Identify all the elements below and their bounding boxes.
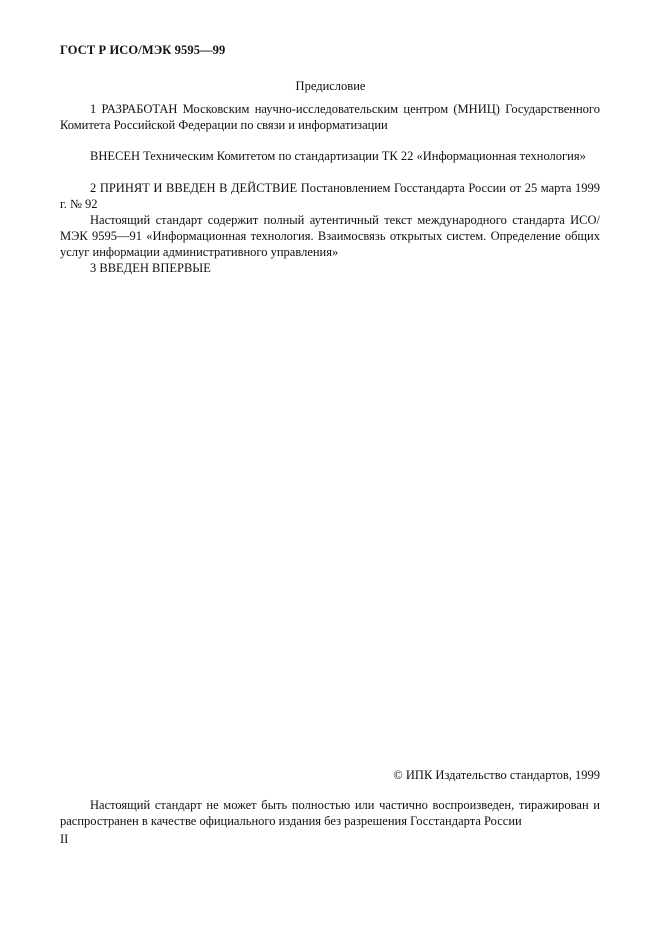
reproduction-notice: Настоящий стандарт не может быть полностью или частично воспроизведен, тиражирован и распространен в качестве официального издания без разрешения Госстандарта России	[60, 798, 600, 828]
page-number: II	[60, 832, 69, 846]
paragraph-first-introduced: 3 ВВЕДЕН ВПЕРВЫЕ	[90, 261, 211, 275]
copyright-line: © ИПК Издательство стандартов, 1999	[393, 768, 600, 782]
paragraph-developed-by: 1 РАЗРАБОТАН Московским научно-исследовательским центром (МНИЦ) Государственного Комитета Российской Федерации по связи и информатизации	[60, 102, 600, 132]
paragraph-contents: Настоящий стандарт содержит полный аутентичный текст международного стандарта ИСО/МЭК 9595—91 «Информационная технология. Взаимосвязь открытых систем. Определение общих услуг информации административного управления»	[60, 213, 600, 259]
paragraph-adopted: 2 ПРИНЯТ И ВВЕДЕН В ДЕЙСТВИЕ Постановлением Госстандарта России от 25 марта 1999 г. № 92	[60, 181, 600, 211]
paragraph-introduced-by: ВНЕСЕН Техническим Комитетом по стандартизации ТК 22 «Информационная технология»	[90, 149, 586, 163]
section-title: Предисловие	[295, 79, 366, 93]
document-code-header: ГОСТ Р ИСО/МЭК 9595—99	[60, 43, 226, 57]
